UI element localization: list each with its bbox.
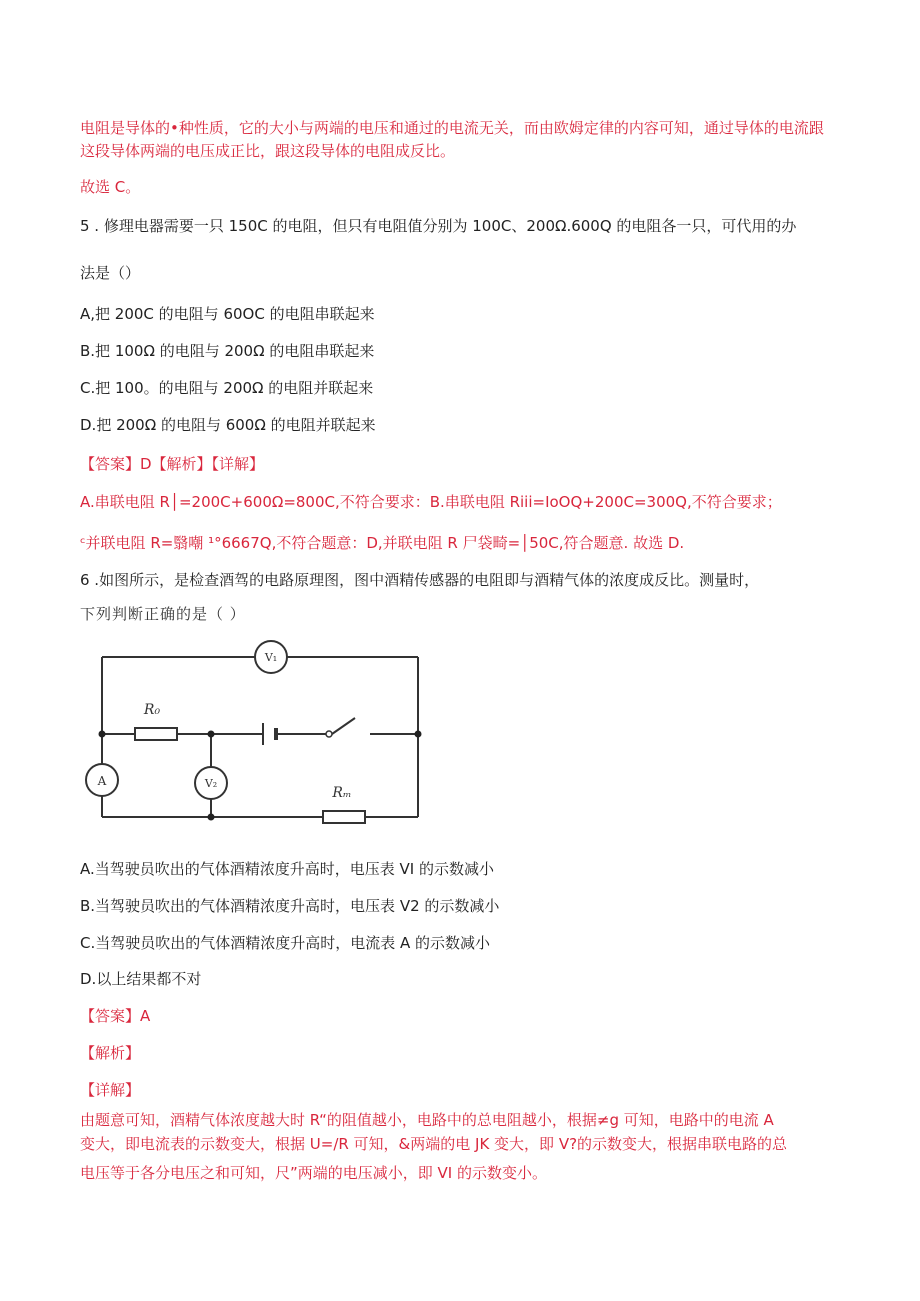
resistor-r0 xyxy=(135,728,177,740)
q5-option-a: A,把 200C 的电阻与 60OC 的电阻串联起来 xyxy=(80,305,375,323)
q6-detail-label: 【详解】 xyxy=(80,1081,141,1099)
q6-option-d: D.以上结果都不对 xyxy=(80,970,202,988)
q5-option-c: C.把 100。的电阻与 200Ω 的电阻并联起来 xyxy=(80,379,374,397)
prev-choice: 故选 C。 xyxy=(80,178,141,196)
prev-explanation-line-1: 电阻是导体的•种性质，它的大小与两端的电压和通过的电流无关，而由欧姆定律的内容可知，通过导体的电流跟 xyxy=(80,119,824,137)
q6-explanation-line-1: 由题意可知，酒精气体浓度越大时 R“的阻值越小，电路中的总电阻越小，根据≠g 可知，电路中的电流 A xyxy=(80,1111,774,1129)
q6-explanation-line-2: 变大，即电流表的示数变大，根据 U=/R 可知，&两端的电 JK 变大，即 V?的示数变大，根据串联电路的总 xyxy=(80,1135,788,1153)
q6-option-a: A.当驾驶员吹出的气体酒精浓度升高时，电压表 VI 的示数减小 xyxy=(80,860,494,878)
q5-stem-line-2: 法是（） xyxy=(80,264,141,282)
junction-dot xyxy=(208,814,215,821)
ammeter-label: A xyxy=(97,774,107,788)
q6-explanation-line-3: 电压等于各分电压之和可知，尺”两端的电压减小，即 VI 的示数变小。 xyxy=(80,1164,547,1182)
q5-explanation-line-1: A.串联电阻 R│=200C+600Ω=800C,不符合要求：B.串联电阻 Riii=IoOQ+200C=300Q,不符合要求； xyxy=(80,493,782,511)
q6-answer: 【答案】A xyxy=(80,1007,151,1025)
q5-answer: 【答案】D【解析】【详解】 xyxy=(80,455,265,473)
q6-option-c: C.当驾驶员吹出的气体酒精浓度升高时，电流表 A 的示数减小 xyxy=(80,934,491,952)
r0-label: R₀ xyxy=(143,702,161,718)
q5-stem-line-1: 5 . 修理电器需要一只 150C 的电阻，但只有电阻值分别为 100C、200Ω.600Q 的电阻各一只，可代用的办 xyxy=(80,217,797,235)
junction-dot xyxy=(99,731,106,738)
q6-analysis-label: 【解析】 xyxy=(80,1044,141,1062)
junction-dot xyxy=(415,731,422,738)
resistor-sensor xyxy=(323,811,365,823)
v1-label: V₁ xyxy=(264,651,278,664)
rx-label: Rₘ xyxy=(332,785,352,801)
junction-dot xyxy=(208,731,215,738)
q5-explanation-line-2: ᶜ并联电阻 R=翳嘲 ¹°6667Q,不符合题意：D,并联电阻 R 尸袋畸=│50C,符合题意. 故选 D. xyxy=(80,534,685,552)
q6-option-b: B.当驾驶员吹出的气体酒精浓度升高时，电压表 V2 的示数减小 xyxy=(80,897,500,915)
q5-option-b: B.把 100Ω 的电阻与 200Ω 的电阻串联起来 xyxy=(80,342,375,360)
q5-option-d: D.把 200Ω 的电阻与 600Ω 的电阻并联起来 xyxy=(80,416,376,434)
v2-label: V₂ xyxy=(204,777,218,790)
q6-stem-line-1: 6 .如图所示，是检查酒驾的电路原理图，图中酒精传感器的电阻即与酒精气体的浓度成反比。测量时， xyxy=(80,571,760,589)
circuit-diagram xyxy=(80,640,430,830)
prev-explanation-line-2: 这段导体两端的电压成正比，跟这段导体的电阻成反比。 xyxy=(80,142,456,160)
q6-stem-line-2: 下列判断正确的是（ ） xyxy=(80,605,246,623)
switch-contact xyxy=(326,731,332,737)
